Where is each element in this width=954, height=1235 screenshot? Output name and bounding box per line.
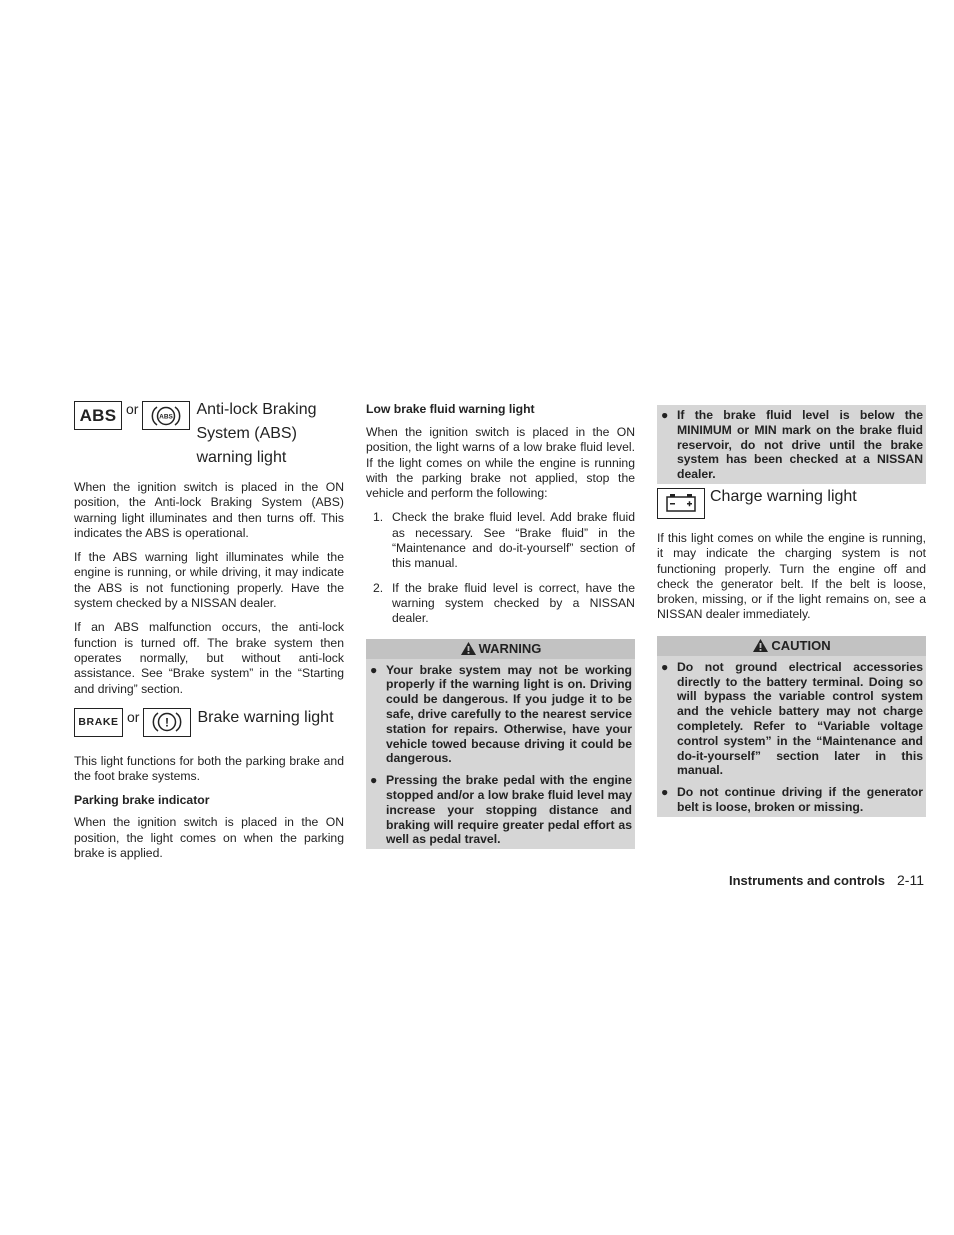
low-fluid-steps — [366, 510, 635, 626]
warning-triangle-icon — [752, 638, 769, 653]
caution-box — [657, 636, 926, 817]
abs-title: Anti-lock Braking System (ABS) warning light — [196, 401, 317, 466]
brake-indicator-header — [74, 708, 344, 737]
parking-brake-paragraph: When the ignition switch is placed in the ON position, the light comes on when the parking brake is applied. — [74, 815, 344, 861]
fluid-level-bullet: ● If the brake fluid level is below the MINIMUM or MIN mark on the brake fluid reservoir, do not drive until the brake system has been checked at a NISSAN dealer. — [661, 408, 923, 482]
abs-paragraph-1: When the ignition switch is placed in the ON position, the Anti-lock Braking System (ABS) warning light illuminates and then turns off. This indicates the ABS is operational. — [74, 480, 344, 540]
abs-text-icon: ABS — [74, 401, 122, 430]
abs-paragraph-3: If an ABS malfunction occurs, the anti-lock function is turned off. The brake system then operates normally, but without anti-lock assistance. See “Brake system” in the “Starting and driving” section. — [74, 620, 344, 696]
fluid-level-notice — [657, 405, 926, 484]
caution-header: CAUTION — [657, 636, 926, 656]
parking-brake-heading: Parking brake indicator — [74, 793, 210, 808]
brake-paragraph-1: This light functions for both the parking brake and the foot brake systems. — [74, 753, 344, 784]
low-fluid-paragraph: When the ignition switch is placed in the ON position, the light warns of a low brake fluid level. If the light comes on while the engine is running with the parking brake not applied, stop the vehicle and perform the following: — [366, 425, 635, 501]
column-left — [74, 400, 344, 861]
footer-section-title: Instruments and controls — [728, 873, 886, 888]
caution-body — [657, 656, 926, 817]
abs-paragraph-2: If the ABS warning light illuminates while the engine is running, or while driving, it may indicate the ABS is not functioning properly. Have the system checked by a NISSAN dealer. — [74, 550, 344, 611]
warning-header: WARNING — [366, 639, 635, 659]
svg-text:ABS: ABS — [159, 413, 174, 420]
abs-circle-icon — [142, 401, 190, 430]
list-item: 1. Check the brake fluid level. Add brake fluid as necessary. See “Brake fluid” in the “Maintenance and do-it-yourself” section of this manual. — [373, 510, 635, 571]
parking-brake-circle-icon — [143, 708, 191, 737]
charge-indicator-header — [657, 488, 926, 519]
or-label: or — [127, 708, 140, 725]
abs-indicator-header — [74, 400, 344, 470]
page-number: 2-11 — [897, 872, 924, 888]
list-item: 2. If the brake fluid level is correct, have the warning system checked by a NISSAN dealer. — [373, 580, 635, 626]
warning-bullet: ● Pressing the brake pedal with the engine stopped and/or a low brake fluid level may increase your stopping distance and braking will require greater pedal effort as well as pedal travel. — [370, 773, 632, 847]
caution-bullet: ● Do not continue driving if the generator belt is loose, broken or missing. — [661, 785, 923, 814]
charge-title: Charge warning light — [710, 487, 857, 505]
warning-body — [366, 659, 635, 850]
low-fluid-heading: Low brake fluid warning light — [366, 402, 535, 416]
column-middle — [366, 400, 635, 849]
battery-icon — [657, 488, 705, 519]
or-label: or — [126, 401, 139, 417]
warning-bullet: ● Your brake system may not be working properly if the warning light is on. Driving could be dangerous. If you judge it to be safe, drive carefully to the nearest service station for repairs. Otherwise, have your vehicle towed because driving it could be dangerous. — [370, 662, 632, 766]
brake-text-icon: BRAKE — [74, 708, 123, 737]
charge-paragraph: If this light comes on while the engine is running, it may indicate the charging system is not functioning properly. Turn the engine off and check the generator belt. If the belt is loose, broken, missing, or if the light remains on, see a NISSAN dealer immediately. — [657, 530, 926, 622]
brake-title: Brake warning light — [197, 708, 334, 726]
warning-box — [366, 639, 635, 850]
column-right — [657, 400, 926, 817]
fluid-level-notice-body — [657, 405, 926, 484]
page-footer — [729, 872, 924, 888]
caution-bullet: ● Do not ground electrical accessories directly to the battery terminal. Doing so will bypass the variable control system and the vehicle battery may not charge completely. Refer to “Variable voltage control system” in the “Maintenance and do-it-yourself” section later in this manual. — [661, 659, 923, 778]
warning-triangle-icon — [460, 641, 477, 656]
svg-text:!: ! — [165, 715, 170, 730]
